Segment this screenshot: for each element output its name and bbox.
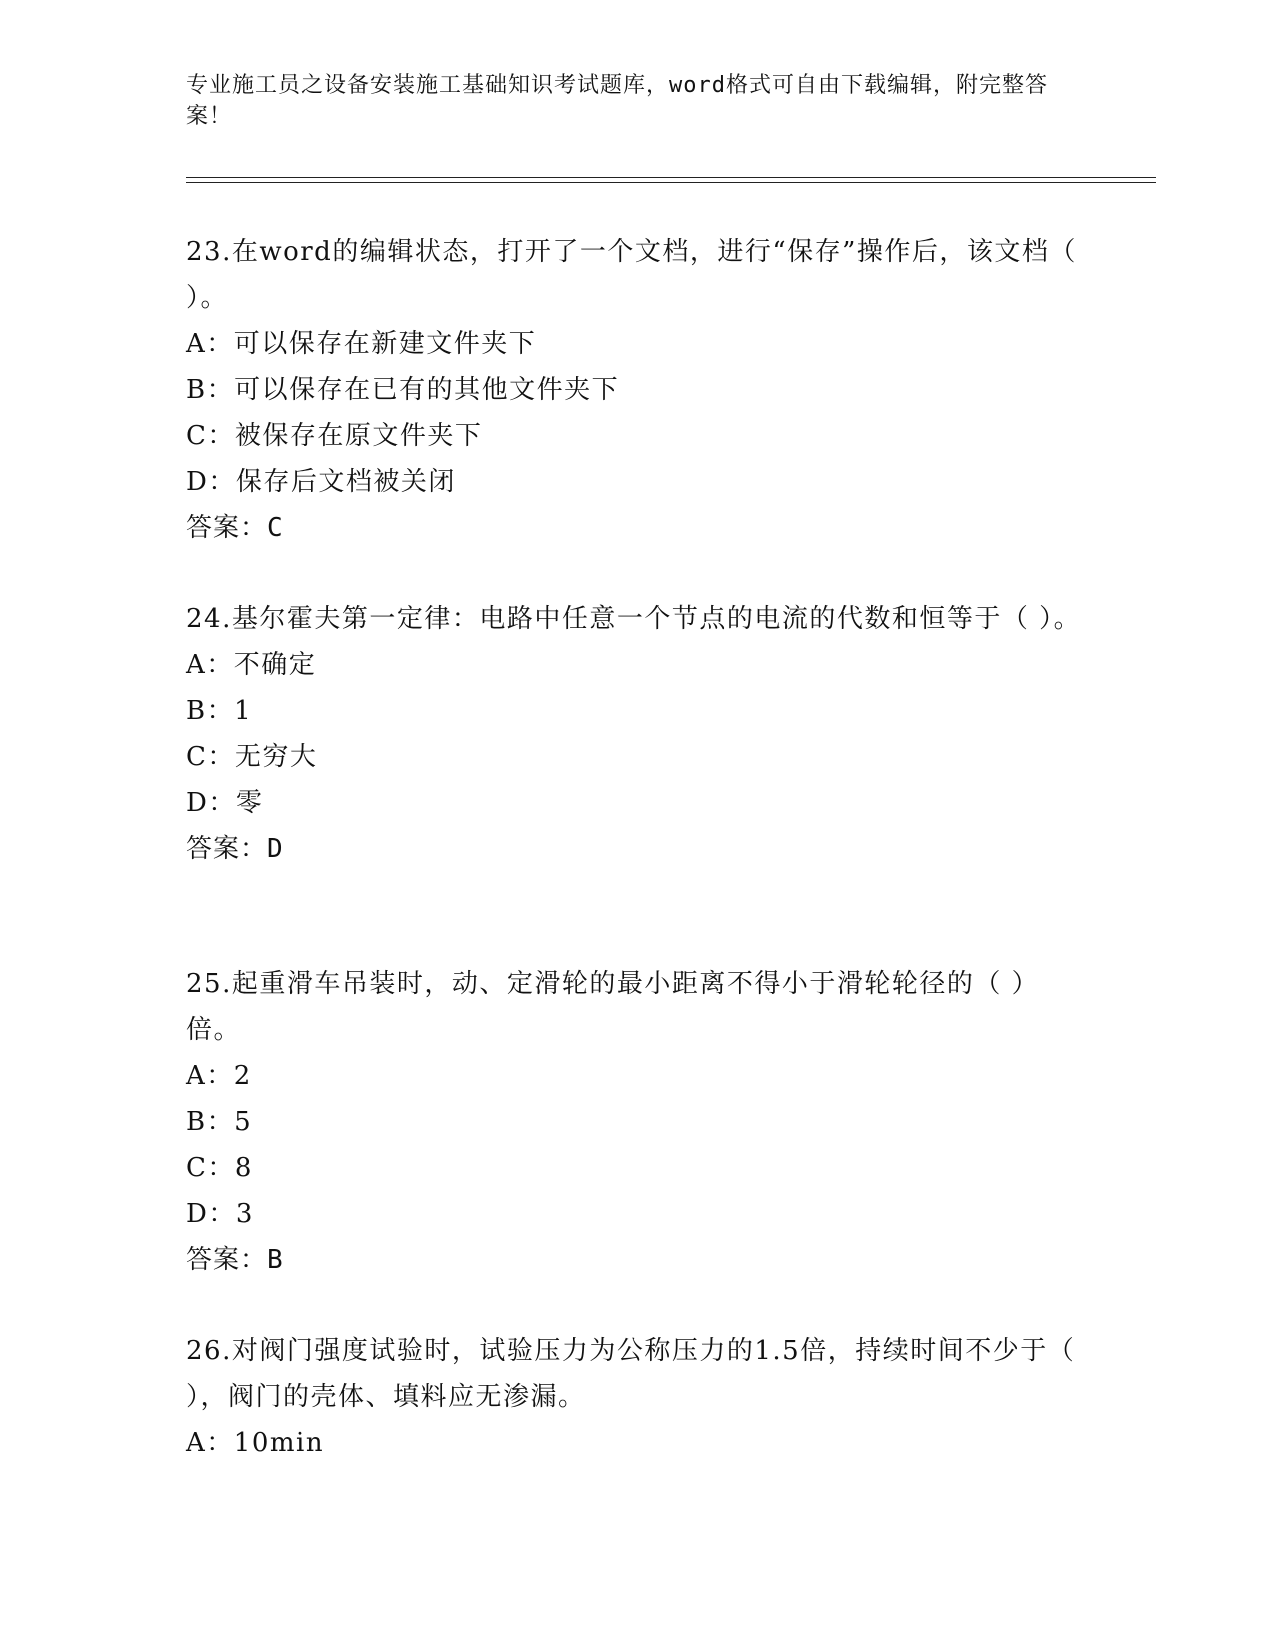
option-a: A：10min xyxy=(186,1428,325,1458)
option-c: C：无穷大 xyxy=(186,742,318,772)
answer: 答案：C xyxy=(186,513,284,543)
question-stem: 24.基尔霍夫第一定律：电路中任意一个节点的电流的代数和恒等于（ ）。 xyxy=(186,604,1082,634)
question-26 xyxy=(186,1328,1086,1466)
option-a: A：不确定 xyxy=(186,650,317,680)
option-b: B：1 xyxy=(186,696,253,726)
option-c: C：8 xyxy=(186,1153,253,1183)
header-divider-bottom xyxy=(186,182,1156,183)
option-b: B：可以保存在已有的其他文件夹下 xyxy=(186,375,620,405)
option-d: D：保存后文档被关闭 xyxy=(186,467,456,497)
option-d: D：3 xyxy=(186,1199,254,1229)
option-b: B：5 xyxy=(186,1107,253,1137)
question-25 xyxy=(186,961,1086,1283)
option-a: A：2 xyxy=(186,1061,252,1091)
question-stem: 25.起重滑车吊装时，动、定滑轮的最小距离不得小于滑轮轮径的（ ）倍。 xyxy=(186,969,1040,1045)
option-d: D：零 xyxy=(186,788,264,818)
header-divider-top xyxy=(186,177,1156,178)
question-24 xyxy=(186,596,1086,872)
question-stem: 23.在word的编辑状态，打开了一个文档，进行“保存”操作后，该文档（ ）。 xyxy=(186,237,1077,313)
option-c: C：被保存在原文件夹下 xyxy=(186,421,483,451)
answer: 答案：B xyxy=(186,1245,284,1275)
question-stem: 26.对阀门强度试验时，试验压力为公称压力的1.5倍，持续时间不少于（ ），阀门的壳体、填料应无渗漏。 xyxy=(186,1336,1076,1412)
answer: 答案：D xyxy=(186,834,284,864)
document-intro: 专业施工员之设备安装施工基础知识考试题库，word格式可自由下载编辑，附完整答案！ xyxy=(186,73,1048,129)
option-a: A：可以保存在新建文件夹下 xyxy=(186,329,537,359)
question-23 xyxy=(186,229,1086,551)
